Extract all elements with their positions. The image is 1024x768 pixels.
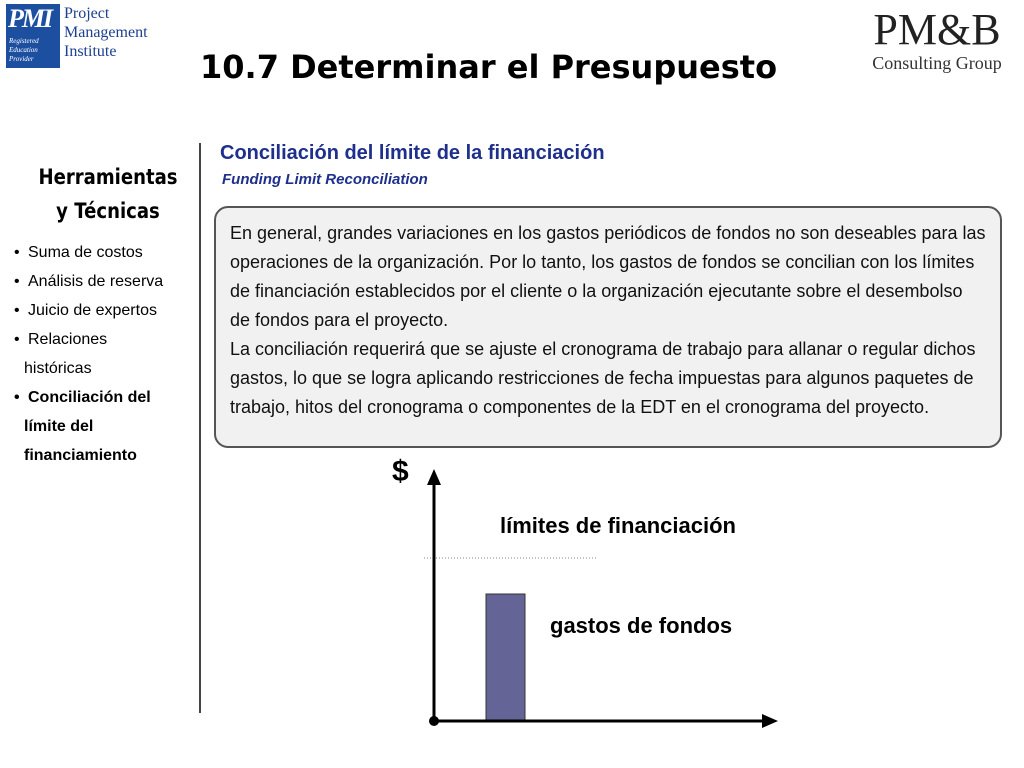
sidebar-title-line: y Técnicas: [56, 199, 160, 223]
funding-diagram: [390, 455, 790, 735]
sidebar-item-conciliacion-limite: [12, 383, 198, 470]
pmi-wordmark-line: Institute: [64, 43, 117, 60]
sidebar-item-relaciones-historicas: [12, 325, 198, 383]
spending-bar: [486, 594, 525, 721]
sidebar-item-label-cont: históricas: [24, 360, 92, 377]
pmb-logo-subtitle: Consulting Group: [872, 53, 1002, 73]
sidebar-item-label: Relaciones: [28, 331, 108, 348]
description-paragraph: En general, grandes variaciones en los gastos periódicos de fondos no son deseables para las operaciones de la organización. Por lo tanto, los gastos de fondos se concilian con los límites de financiación establecidos por el cliente o la organización ejecutante sobre el desembolso de fondos para el proyecto.: [230, 223, 986, 330]
page-title: 10.7 Determinar el Presupuesto: [200, 48, 778, 86]
pmi-mark-icon: [6, 4, 60, 68]
sidebar-item-juicio-expertos: [12, 296, 198, 325]
pmi-mark-small-2: Education: [9, 46, 38, 54]
sidebar: [12, 160, 198, 470]
sidebar-item-label-cont: límite del: [24, 418, 94, 435]
origin-dot: [429, 716, 439, 726]
section-title: Conciliación del límite de la financiación: [220, 142, 605, 164]
sidebar-item-suma-costos: [12, 238, 198, 267]
pmb-logo: [862, 5, 1012, 73]
sidebar-item-analisis-reserva: [12, 267, 198, 296]
pmi-wordmark-line: Project: [64, 5, 110, 22]
sidebar-item-label: Juicio de expertos: [28, 302, 157, 319]
description-box: [214, 206, 1002, 448]
pmi-mark-small-3: Provider: [9, 55, 34, 63]
sidebar-title-line: Herramientas: [38, 165, 178, 189]
sidebar-list: [12, 238, 198, 470]
y-axis-label: $: [392, 455, 409, 488]
pmi-logo: [6, 4, 150, 68]
pmi-mark-small-1: Registered: [9, 37, 39, 45]
pmi-wordmark-line: Management: [64, 24, 148, 41]
sidebar-item-label: Conciliación del: [28, 389, 151, 406]
sidebar-title: [31, 160, 186, 228]
sidebar-item-label-cont: financiamiento: [24, 447, 137, 464]
pmi-wordmark: [64, 4, 148, 61]
sidebar-item-label: Análisis de reserva: [28, 273, 164, 290]
pmb-logo-name: PM&B: [873, 5, 1001, 54]
x-axis-arrow-icon: [762, 714, 778, 728]
y-axis-arrow-icon: [427, 469, 441, 485]
vertical-divider: [199, 143, 201, 713]
funding-limit-label: límites de financiación: [500, 513, 736, 538]
funding-diagram-svg: [390, 455, 790, 735]
description-paragraph: La conciliación requerirá que se ajuste el cronograma de trabajo para allanar o regular dichos gastos, lo que se logra aplicando restricciones de fecha impuestas para algunos paquetes de trabajo, hitos del cronograma o componentes de la EDT en el cronograma del proyecto.: [230, 339, 976, 417]
section-subtitle: Funding Limit Reconciliation: [222, 171, 428, 188]
pmi-mark-text: PMI: [8, 4, 52, 33]
spending-label: gastos de fondos: [550, 613, 733, 638]
sidebar-item-label: Suma de costos: [28, 244, 143, 261]
